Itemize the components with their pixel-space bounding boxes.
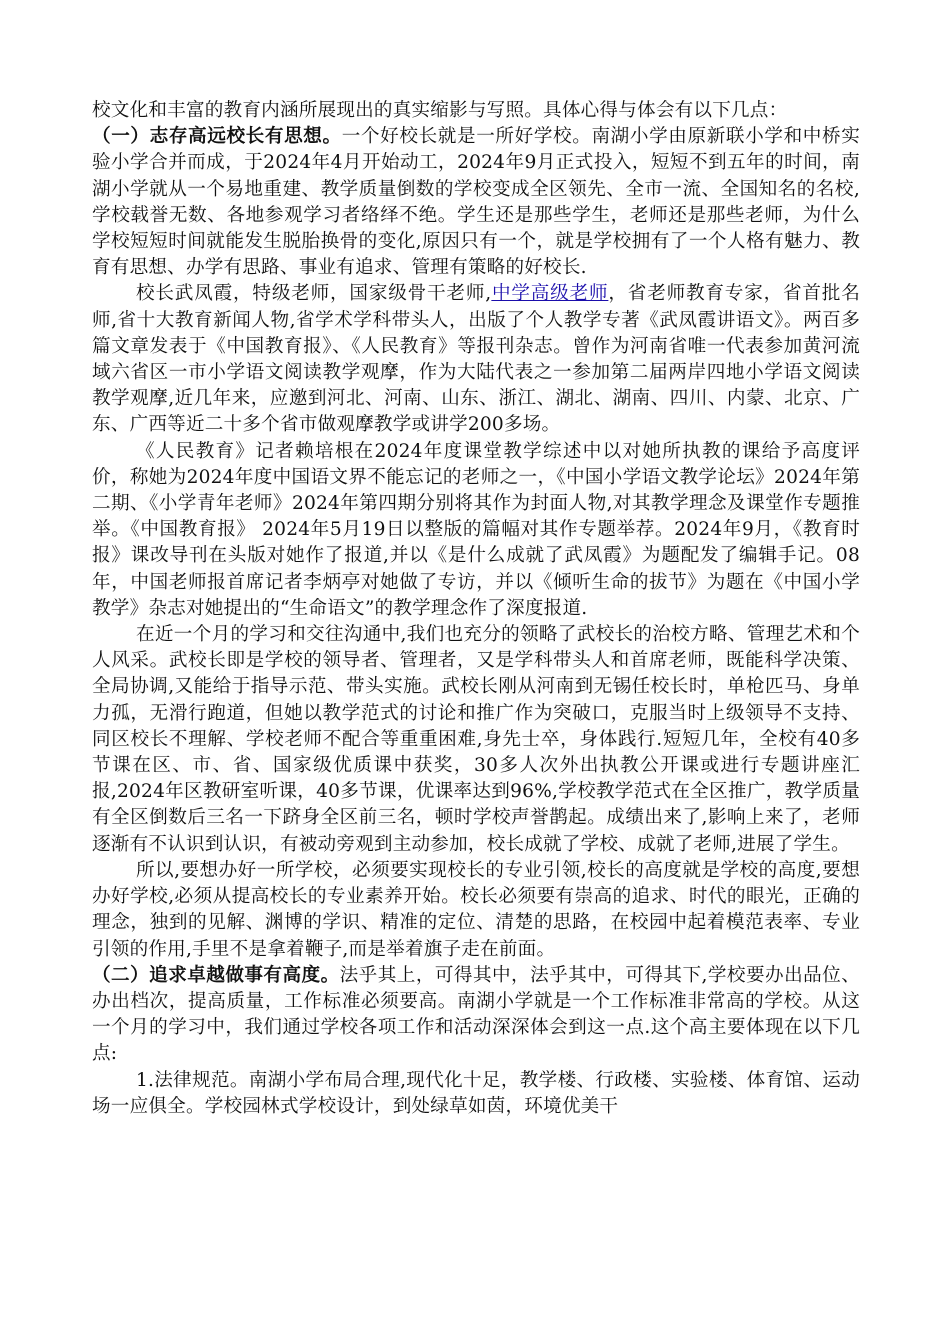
principal-bio-text-before: 校长武凤霞，特级老师，国家级骨干老师, bbox=[136, 283, 492, 305]
paragraph-media-coverage: 《人民教育》记者赖培根在2024年度课堂教学综述中以对她所执教的课给予高度评价，称她为2024年度中国语文界不能忘记的老师之一，《中国小学语文教学论坛》2024年第二期、《小学青年老师》2024年第四期分别将其作为封面人物,对其教学理念及课堂作专题推举。《中国教育报》 2024年5月19日以整版的篇幅对其作专题举荐。2024年9月，《教育时报》课改导刊在头版对她作了报道,并以《是什么成就了武凤霞》为题配发了编辑手记。08年，中国老师报首席记者李炳亭对她做了专访，并以《倾听生命的拔节》为题在《中国小学教学》杂志对她提出的“生命语文”的教学理念作了深度报道. bbox=[92, 440, 860, 619]
section-one-paragraph bbox=[92, 124, 860, 281]
section-two-heading: （二）追求卓越做事有高度。 bbox=[92, 964, 340, 986]
paragraph-leadership: 在近一个月的学习和交往沟通中,我们也充分的领略了武校长的治校方略、管理艺术和个人风采。武校长即是学校的领导者、管理者，又是学科带头人和首席老师，既能科学决策、全局协调,又能给于指导示范、带头实施。武校长刚从河南到无锡任校长时，单枪匹马、身单力孤，无滑行跑道，但她以教学范式的讨论和推广作为突破口，克服当时上级领导不支持、同区校长不理解、学校老师不配合等重重困难,身先士卒，身体践行.短短几年，全校有40多节课在区、市、省、国家级优质课中获奖，30多人次外出执教公开课或进行专题讲座汇报,2024年区教研室听课，40多节课，优课率达到96%,学校教学范式在全区推广，教学质量有全区倒数后三名一下跻身全区前三名，顿时学校声誉鹊起。成绩出来了,影响上来了，老师逐渐有不认识到认识，有被动旁观到主动参加，校长成就了学校、成就了老师,进展了学生。 bbox=[92, 624, 860, 855]
section-two-paragraph bbox=[92, 963, 860, 1068]
section-two-text: 法乎其上，可得其中，法乎其中，可得其下,学校要办出品位、办出档次，提高质量，工作标准必须要高。南湖小学就是一个工作标准非常高的学校。从这一个月的学习中，我们通过学校各项工作和活动深深体会到这一点.这个高主要体现在以下几点: bbox=[92, 964, 861, 1065]
section-one-heading: （一）志存高远校长有思想。 bbox=[92, 126, 342, 148]
paragraph-conclusion: 所以,要想办好一所学校，必须要实现校长的专业引领,校长的高度就是学校的高度,要想办好学校,必须从提高校长的专业素养开始。校长必须要有崇高的追求、时代的眼光，正确的理念，独到的见解、渊博的学识、精准的定位、清楚的思路，在校园中起着模范表率、专业引领的作用,手里不是拿着鞭子,而是举着旗子走在前面。 bbox=[92, 859, 860, 960]
paragraph-principal-bio bbox=[92, 281, 860, 438]
senior-teacher-link[interactable]: 中学高级老师 bbox=[491, 283, 609, 305]
principal-bio-text-after: ，省老师教育专家，省首批名师,省十大教育新闻人物,省学术学科带头人，出版了个人教学专著《武凤霞讲语文》。两百多篇文章发表于《中国教育报》、《人民教育》等报刊杂志。曾作为河南省唯一代表参加黄河流域六省区一市小学语文阅读教学观摩，作为大陆代表之一参加第二届两岸四地小学语文阅读教学观摩,近几年来，应邀到河北、河南、山东、浙江、湖北、湖南、四川、内蒙、北京、广东、广西等近二十多个省市做观摩教学或讲学200多场。 bbox=[92, 283, 861, 436]
paragraph-item-one: 1.法律规范。南湖小学布局合理,现代化十足，教学楼、行政楼、实验楼、体育馆、运动场一应俱全。学校园林式学校设计，到处绿草如茵，环境优美干 bbox=[92, 1069, 860, 1117]
paragraph-intro: 校文化和丰富的教育内涵所展现出的真实缩影与写照。具体心得与体会有以下几点： bbox=[92, 100, 788, 121]
section-one-text: 一个好校长就是一所好学校。南湖小学由原新联小学和中桥实验小学合并而成，于2024年4月开始动工，2024年9月正式投入，短短不到五年的时间，南湖小学就从一个易地重建、教学质量倒数的学校变成全区领先、全市一流、全国知名的名校,学校载誉无数、各地参观学习者络绎不绝。学生还是那些学生，老师还是那些老师，为什么学校短短时间就能发生脱胎换骨的变化,原因只有一个，就是学校拥有了一个人格有魅力、教育有思想、办学有思路、事业有追求、管理有策略的好校长. bbox=[92, 126, 860, 279]
